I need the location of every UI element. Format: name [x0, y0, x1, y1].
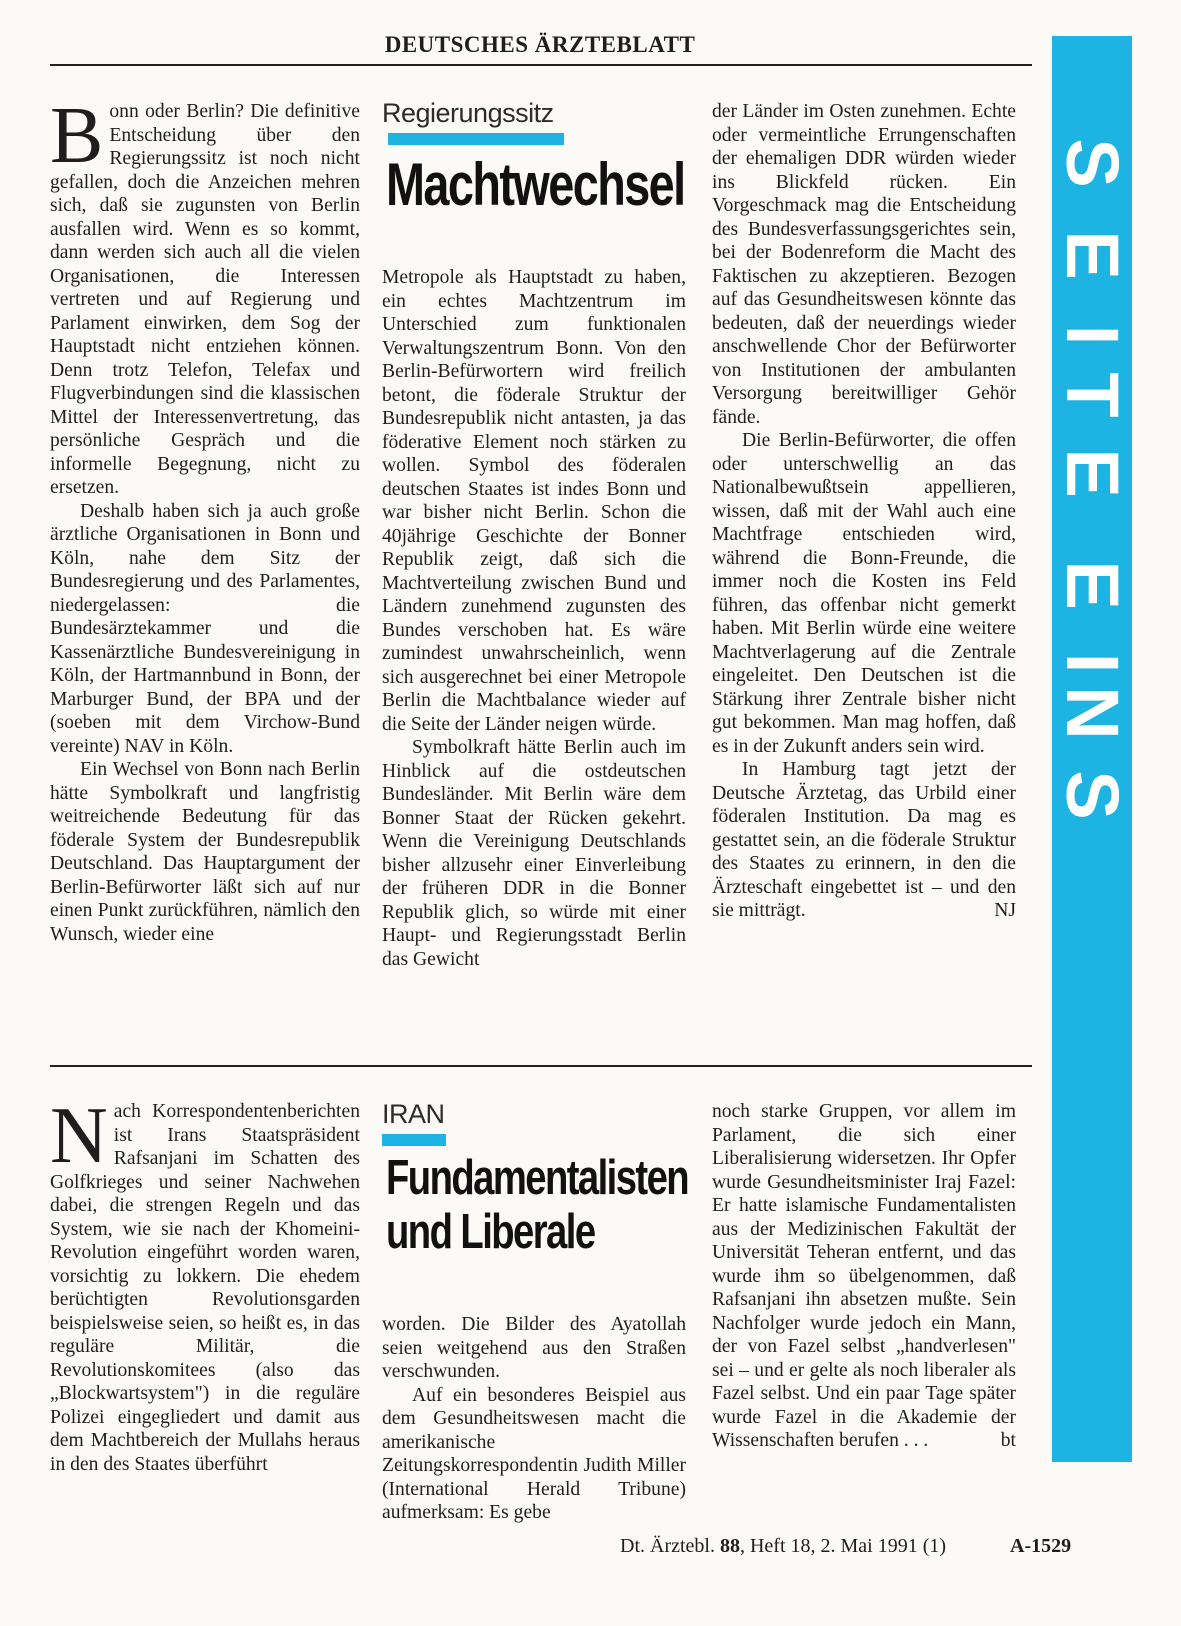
- citation-volume: 88: [719, 1535, 740, 1557]
- article1-paragraph: In Hamburg tagt jetzt der Deutsche Ärztetag, das Urbild einer föderalen Institution. Da mag es gestattet sein, an die föderale Struktur des Staates zu erinnern, in den die Ärzteschaft eingebettet ist – und den sie mitträgt.: [712, 759, 1016, 921]
- top-rule: [50, 64, 1032, 66]
- article1-paragraph: Die Berlin-Befürworter, die offen oder unterschwellig an das Nationalbewußtsein appellieren, wissen, daß mit der Wahl auch eine Machtfrage entschieden wird, während die Bonn-Freunde, die immer noch die Kosten ins Feld führen, das offenbar nicht gemerkt haben. Mit Berlin würde eine weitere Machtverlagerung auf die Zentrale eingeleitet. Den Deutschen ist die Stärkung ihrer Zentrale bisher nicht gut bekommen. Man mag hoffen, daß es in der Zukunft anders sein wird.: [712, 430, 1016, 757]
- citation-issue: , Heft 18, 2. Mai 1991 (1): [739, 1535, 947, 1557]
- dropcap: B: [50, 92, 104, 180]
- page-number: A-1529: [1010, 1535, 1072, 1557]
- seite-eins-sidebar: [1052, 36, 1132, 1462]
- article2-column1: [50, 1092, 360, 1476]
- dropcap: N: [50, 1092, 108, 1180]
- headline-line: Fundamentalisten: [386, 1151, 689, 1205]
- sidebar-letter: S: [1051, 770, 1134, 820]
- headline-line: und Liberale: [386, 1204, 595, 1259]
- article2-headline: [386, 1152, 688, 1260]
- article1-column1: [50, 92, 360, 946]
- article2-paragraph: noch starke Gruppen, vor allem im Parlament, die sich einer Liberalisierung widersetzen. Ihr Opfer wurde Gesundheitsminister Iraj Fazel: Er hatte islamische Fundamentalisten aus der Medizinischen Fakultät der Universität Teheran entfernt, und das wurde ihm so übelgenommen, daß Rafsanjani ihn absetzen mußte. Sein Nachfolger wurde jedoch ein Mann, der von Fazel selbst „handverlesen" sei – und er gelte als noch liberaler als Fazel selbst. Und ein paar Tage später wurde Fazel in die Akademie der Wissenschaften berufen . . .: [712, 1101, 1016, 1451]
- sidebar-letter: E: [1051, 560, 1134, 610]
- article2-column3: [712, 1100, 1016, 1453]
- sidebar-letter: I: [1051, 324, 1134, 346]
- article1-paragraph: der Länder im Osten zunehmen. Echte oder vermeintliche Errungenschaften der ehemaligen DDR würden wieder ins Blickfeld rücken. Ein Vorgeschmack mag die Entscheidung des Bundesverfassungsgerichtes sein, bei der Bodenreform die Macht des Faktischen zu akzeptieren. Bezogen auf das Gesundheitswesen könnte das bedeuten, daß der neuerdings wieder anschwellende Chor der Befürworter von Institutionen der ambulanten Versorgung bereitwilliger Gehör fände.: [712, 101, 1016, 428]
- article2-paragraph: Auf ein besonderes Beispiel aus dem Gesundheitswesen macht die amerikanische Zeitungskorrespondentin Judith Miller (International Herald Tribune) aufmerksam: Es gebe: [382, 1384, 686, 1523]
- citation-journal: Dt. Ärztebl.: [620, 1535, 715, 1557]
- sidebar-letter: T: [1051, 372, 1134, 418]
- kicker-bar: [388, 133, 564, 145]
- citation-footer: [620, 1535, 946, 1558]
- article1-column2: [382, 266, 686, 971]
- article2-paragraph: worden. Die Bilder des Ayatollah seien weitgehend aus den Straßen verschwunden.: [382, 1314, 686, 1382]
- author-initials: bt: [1000, 1430, 1016, 1451]
- article1-headline: Machtwechsel: [386, 151, 685, 218]
- section-divider: [50, 1065, 1032, 1067]
- article1-paragraph: Metropole als Hauptstadt zu haben, ein echtes Machtzentrum im Unterschied zum funktionalen Verwaltungszentrum Bonn. Von den Berlin-Befürwortern wird freilich betont, die föderale Struktur der Bundesrepublik nicht antasten, ja das föderative Element noch stärken zu wollen. Symbol des föderalen deutschen Staates ist indes Bonn und war bisher nicht Berlin. Schon die 40jährige Geschichte der Bonner Republik zeigt, daß sich die Machtverteilung zwischen Bund und Ländern zunehmend zugunsten des Bundes verschoben hat. Es wäre zumindest unwahrscheinlich, wenn sich ausgerechnet bei einer Metropole Berlin die Machtbalance wieder auf die Seite der Länder neigen würde.: [382, 267, 686, 735]
- author-initials: NJ: [994, 900, 1016, 921]
- kicker-bar: [382, 1134, 446, 1146]
- sidebar-letter: E: [1051, 230, 1134, 280]
- article2-kicker: IRAN: [382, 1099, 445, 1129]
- sidebar-letter: I: [1051, 652, 1134, 674]
- article1-paragraph: Deshalb haben sich ja auch große ärztliche Organisationen in Bonn und Köln, nahe dem Sitz der Bundesregierung und des Parlamentes, niedergelassen: die Bundesärztekammer und die Kassenärztliche Bundesvereinigung in Köln, der Hartmannbund in Bonn, der Marburger Bund, der BPA und der (soeben mit dem Virchow-Bund vereinte) NAV in Köln.: [50, 500, 360, 757]
- article1-paragraph: Symbolkraft hätte Berlin auch im Hinblick auf die ostdeutschen Bundesländer. Mit Berlin wäre dem Bonner Staat der Rücken gekehrt. Wenn die Vereinigung Deutschlands bisher allzusehr einer Einverleibung der früheren DDR in die Bonner Republik glich, so würde mit einer Haupt- und Regierungsstadt Berlin das Gewicht: [382, 737, 686, 970]
- article2-column2: [382, 1313, 686, 1525]
- article1-paragraph: onn oder Berlin? Die definitive Entscheidung über den Regierungssitz ist noch nicht gefallen, doch die Anzeichen mehren sich, daß sie zugunsten von Berlin ausfallen wird. Wenn es so kommt, dann werden sich auch all die vielen Organisationen, die Interessen vertreten und auf Regierung und Parlament einwirken, dem Sog der Hauptstadt nicht entziehen können. Denn trotz Telefon, Telefax und Flugverbindungen sind die klassischen Mittel der Interessenvertretung, das persönliche Gespräch und die informelle Begegnung, nicht zu ersetzen.: [50, 101, 360, 498]
- sidebar-letter: S: [1051, 138, 1134, 188]
- sidebar-letter: N: [1051, 686, 1134, 740]
- sidebar-letter: E: [1051, 448, 1134, 498]
- article1-column3: [712, 100, 1016, 923]
- article1-paragraph: Ein Wechsel von Bonn nach Berlin hätte Symbolkraft und langfristig weitreichende Bedeutung für das föderale System der Bundesrepublik Deutschland. Das Hauptargument der Berlin-Befürworter läßt sich auf nur einen Punkt zurückführen, nämlich den Wunsch, wieder eine: [50, 759, 360, 945]
- article2-paragraph: ach Korrespondentenberichten ist Irans Staatspräsident Rafsanjani im Schatten des Golfkrieges und seiner Nachwehen dabei, die strengen Regeln und das System, wie sie nach der Khomeini-Revolution eingeführt worden waren, vorsichtig zu lokkern. Die ehedem berüchtigten Revolutionsgarden beispielsweise seien, so heißt es, in das reguläre Militär, die Revolutionskomitees (also das „Blockwartsystem") in die reguläre Polizei eingegliedert und damit aus dem Machtbereich der Mullahs heraus in den des Staates überführt: [50, 1101, 360, 1475]
- masthead: DEUTSCHES ÄRZTEBLATT: [384, 32, 696, 57]
- article1-kicker: Regierungssitz: [382, 98, 554, 128]
